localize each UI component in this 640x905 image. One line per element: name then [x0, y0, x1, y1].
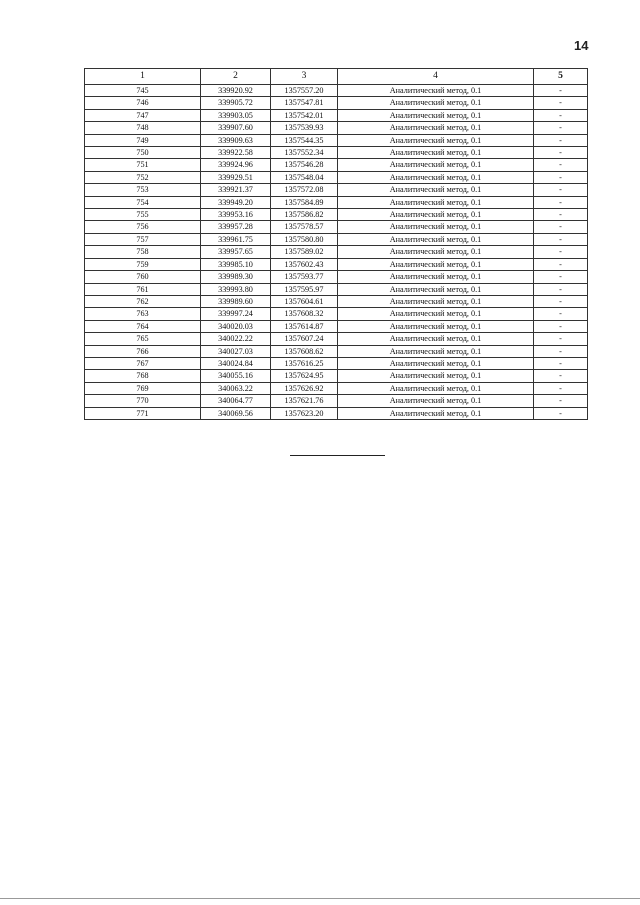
point-number-cell: 761	[85, 283, 201, 295]
method-cell: Аналитический метод, 0.1	[338, 370, 534, 382]
point-number-cell: 771	[85, 407, 201, 419]
note-cell: -	[534, 171, 588, 183]
point-number-cell: 754	[85, 196, 201, 208]
method-cell: Аналитический метод, 0.1	[338, 357, 534, 369]
table-body	[85, 85, 588, 420]
point-number-cell: 760	[85, 271, 201, 283]
table-row	[85, 333, 588, 345]
table-row	[85, 395, 588, 407]
table-row	[85, 283, 588, 295]
x-coordinate-cell: 340069.56	[201, 407, 271, 419]
y-coordinate-cell: 1357547.81	[271, 97, 338, 109]
header-cell-4: 4	[338, 69, 534, 85]
note-cell: -	[534, 333, 588, 345]
x-coordinate-cell: 340027.03	[201, 345, 271, 357]
x-coordinate-cell: 339921.37	[201, 184, 271, 196]
coordinates-table	[84, 68, 588, 420]
x-coordinate-cell: 340022.22	[201, 333, 271, 345]
table-row	[85, 407, 588, 419]
table-row	[85, 258, 588, 270]
x-coordinate-cell: 340064.77	[201, 395, 271, 407]
point-number-cell: 767	[85, 357, 201, 369]
y-coordinate-cell: 1357621.76	[271, 395, 338, 407]
y-coordinate-cell: 1357616.25	[271, 357, 338, 369]
point-number-cell: 748	[85, 122, 201, 134]
note-cell: -	[534, 209, 588, 221]
y-coordinate-cell: 1357607.24	[271, 333, 338, 345]
y-coordinate-cell: 1357604.61	[271, 295, 338, 307]
method-cell: Аналитический метод, 0.1	[338, 382, 534, 394]
x-coordinate-cell: 340020.03	[201, 320, 271, 332]
table-row	[85, 345, 588, 357]
y-coordinate-cell: 1357578.57	[271, 221, 338, 233]
table-row	[85, 370, 588, 382]
point-number-cell: 746	[85, 97, 201, 109]
method-cell: Аналитический метод, 0.1	[338, 258, 534, 270]
method-cell: Аналитический метод, 0.1	[338, 147, 534, 159]
method-cell: Аналитический метод, 0.1	[338, 122, 534, 134]
y-coordinate-cell: 1357557.20	[271, 85, 338, 97]
point-number-cell: 764	[85, 320, 201, 332]
x-coordinate-cell: 339929.51	[201, 171, 271, 183]
method-cell: Аналитический метод, 0.1	[338, 85, 534, 97]
note-cell: -	[534, 184, 588, 196]
method-cell: Аналитический метод, 0.1	[338, 308, 534, 320]
point-number-cell: 759	[85, 258, 201, 270]
y-coordinate-cell: 1357595.97	[271, 283, 338, 295]
x-coordinate-cell: 340055.16	[201, 370, 271, 382]
table-row	[85, 134, 588, 146]
x-coordinate-cell: 339957.28	[201, 221, 271, 233]
point-number-cell: 769	[85, 382, 201, 394]
point-number-cell: 766	[85, 345, 201, 357]
table-row	[85, 233, 588, 245]
y-coordinate-cell: 1357608.62	[271, 345, 338, 357]
note-cell: -	[534, 109, 588, 121]
table-row	[85, 122, 588, 134]
note-cell: -	[534, 370, 588, 382]
table-row	[85, 184, 588, 196]
point-number-cell: 753	[85, 184, 201, 196]
method-cell: Аналитический метод, 0.1	[338, 209, 534, 221]
method-cell: Аналитический метод, 0.1	[338, 246, 534, 258]
header-cell-3: 3	[271, 69, 338, 85]
note-cell: -	[534, 233, 588, 245]
method-cell: Аналитический метод, 0.1	[338, 295, 534, 307]
header-cell-5: 5	[534, 69, 588, 85]
y-coordinate-cell: 1357544.35	[271, 134, 338, 146]
method-cell: Аналитический метод, 0.1	[338, 320, 534, 332]
table-header	[85, 69, 588, 85]
table-row	[85, 209, 588, 221]
x-coordinate-cell: 339909.63	[201, 134, 271, 146]
y-coordinate-cell: 1357539.93	[271, 122, 338, 134]
note-cell: -	[534, 196, 588, 208]
x-coordinate-cell: 339989.30	[201, 271, 271, 283]
point-number-cell: 765	[85, 333, 201, 345]
y-coordinate-cell: 1357548.04	[271, 171, 338, 183]
method-cell: Аналитический метод, 0.1	[338, 196, 534, 208]
y-coordinate-cell: 1357608.32	[271, 308, 338, 320]
note-cell: -	[534, 97, 588, 109]
x-coordinate-cell: 340063.22	[201, 382, 271, 394]
y-coordinate-cell: 1357593.77	[271, 271, 338, 283]
point-number-cell: 745	[85, 85, 201, 97]
table-row	[85, 97, 588, 109]
method-cell: Аналитический метод, 0.1	[338, 109, 534, 121]
note-cell: -	[534, 295, 588, 307]
note-cell: -	[534, 221, 588, 233]
y-coordinate-cell: 1357580.80	[271, 233, 338, 245]
table-row	[85, 147, 588, 159]
method-cell: Аналитический метод, 0.1	[338, 171, 534, 183]
x-coordinate-cell: 339907.60	[201, 122, 271, 134]
x-coordinate-cell: 339961.75	[201, 233, 271, 245]
table-row	[85, 171, 588, 183]
note-cell: -	[534, 134, 588, 146]
method-cell: Аналитический метод, 0.1	[338, 271, 534, 283]
method-cell: Аналитический метод, 0.1	[338, 159, 534, 171]
y-coordinate-cell: 1357623.20	[271, 407, 338, 419]
y-coordinate-cell: 1357589.02	[271, 246, 338, 258]
method-cell: Аналитический метод, 0.1	[338, 407, 534, 419]
method-cell: Аналитический метод, 0.1	[338, 97, 534, 109]
x-coordinate-cell: 339920.92	[201, 85, 271, 97]
note-cell: -	[534, 308, 588, 320]
note-cell: -	[534, 246, 588, 258]
note-cell: -	[534, 85, 588, 97]
page-number: 14	[574, 38, 589, 53]
y-coordinate-cell: 1357614.87	[271, 320, 338, 332]
table-row	[85, 357, 588, 369]
point-number-cell: 751	[85, 159, 201, 171]
point-number-cell: 770	[85, 395, 201, 407]
note-cell: -	[534, 320, 588, 332]
point-number-cell: 749	[85, 134, 201, 146]
table-row	[85, 308, 588, 320]
note-cell: -	[534, 159, 588, 171]
point-number-cell: 762	[85, 295, 201, 307]
end-divider-line	[290, 455, 385, 456]
point-number-cell: 757	[85, 233, 201, 245]
point-number-cell: 758	[85, 246, 201, 258]
x-coordinate-cell: 339985.10	[201, 258, 271, 270]
x-coordinate-cell: 339993.80	[201, 283, 271, 295]
method-cell: Аналитический метод, 0.1	[338, 283, 534, 295]
header-cell-1: 1	[85, 69, 201, 85]
note-cell: -	[534, 407, 588, 419]
y-coordinate-cell: 1357546.28	[271, 159, 338, 171]
method-cell: Аналитический метод, 0.1	[338, 345, 534, 357]
point-number-cell: 756	[85, 221, 201, 233]
note-cell: -	[534, 357, 588, 369]
point-number-cell: 755	[85, 209, 201, 221]
y-coordinate-cell: 1357602.43	[271, 258, 338, 270]
table-row	[85, 159, 588, 171]
y-coordinate-cell: 1357624.95	[271, 370, 338, 382]
x-coordinate-cell: 339903.05	[201, 109, 271, 121]
note-cell: -	[534, 345, 588, 357]
table-row	[85, 382, 588, 394]
x-coordinate-cell: 339953.16	[201, 209, 271, 221]
x-coordinate-cell: 339989.60	[201, 295, 271, 307]
y-coordinate-cell: 1357552.34	[271, 147, 338, 159]
table-row	[85, 246, 588, 258]
y-coordinate-cell: 1357542.01	[271, 109, 338, 121]
y-coordinate-cell: 1357626.92	[271, 382, 338, 394]
method-cell: Аналитический метод, 0.1	[338, 395, 534, 407]
x-coordinate-cell: 339949.20	[201, 196, 271, 208]
x-coordinate-cell: 339922.58	[201, 147, 271, 159]
point-number-cell: 752	[85, 171, 201, 183]
y-coordinate-cell: 1357572.08	[271, 184, 338, 196]
header-cell-2: 2	[201, 69, 271, 85]
x-coordinate-cell: 339905.72	[201, 97, 271, 109]
table-row	[85, 271, 588, 283]
note-cell: -	[534, 147, 588, 159]
table-row	[85, 295, 588, 307]
header-row	[85, 69, 588, 85]
x-coordinate-cell: 340024.84	[201, 357, 271, 369]
y-coordinate-cell: 1357586.82	[271, 209, 338, 221]
point-number-cell: 768	[85, 370, 201, 382]
note-cell: -	[534, 258, 588, 270]
table-row	[85, 320, 588, 332]
table-row	[85, 221, 588, 233]
note-cell: -	[534, 283, 588, 295]
point-number-cell: 750	[85, 147, 201, 159]
table-row	[85, 109, 588, 121]
x-coordinate-cell: 339997.24	[201, 308, 271, 320]
x-coordinate-cell: 339957.65	[201, 246, 271, 258]
table-row	[85, 85, 588, 97]
page-bottom-rule	[0, 898, 640, 899]
note-cell: -	[534, 271, 588, 283]
x-coordinate-cell: 339924.96	[201, 159, 271, 171]
note-cell: -	[534, 395, 588, 407]
method-cell: Аналитический метод, 0.1	[338, 233, 534, 245]
point-number-cell: 747	[85, 109, 201, 121]
table-row	[85, 196, 588, 208]
method-cell: Аналитический метод, 0.1	[338, 134, 534, 146]
point-number-cell: 763	[85, 308, 201, 320]
note-cell: -	[534, 122, 588, 134]
method-cell: Аналитический метод, 0.1	[338, 333, 534, 345]
method-cell: Аналитический метод, 0.1	[338, 184, 534, 196]
note-cell: -	[534, 382, 588, 394]
y-coordinate-cell: 1357584.89	[271, 196, 338, 208]
method-cell: Аналитический метод, 0.1	[338, 221, 534, 233]
